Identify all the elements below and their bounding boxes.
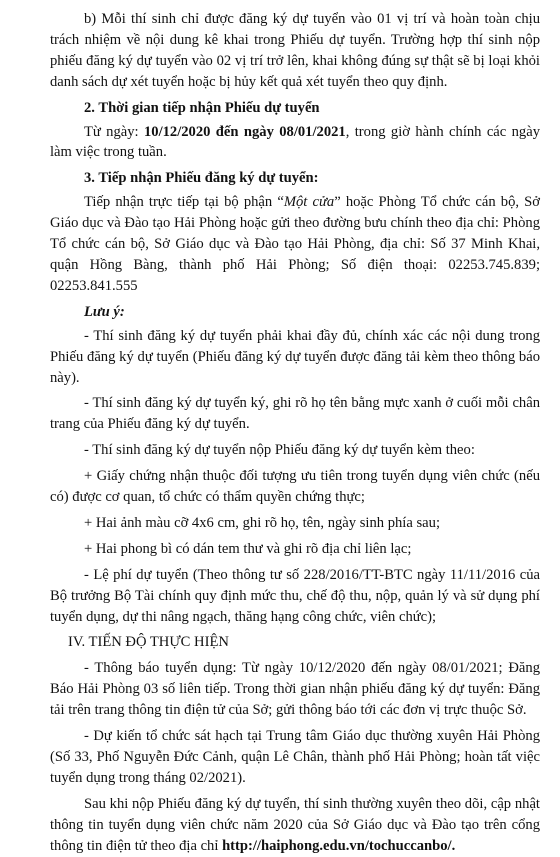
closing-paragraph <box>50 794 540 857</box>
note-item: - Thí sinh đăng ký dự tuyển ký, ghi rõ họ tên bằng mực xanh ở cuối mỗi chân trang của Phiếu đăng ký dự tuyển. <box>50 395 540 433</box>
paragraph-b: b) Mỗi thí sinh chỉ được đăng ký dự tuyển vào 01 vị trí và hoàn toàn chịu trách nhiệm về nội dung kê khai trong Phiếu dự tuyển. Trường hợp thí sinh nộp phiếu đăng ký dự tuyển vào 02 vị trí trở lên, khai không đúng sự thật sẽ bị loại khỏi danh sách dự xét tuyển hoặc bị hủy kết quả xét tuyển theo quy định. <box>50 11 540 90</box>
section-3-body <box>50 192 540 297</box>
portal-url: http://haiphong.edu.vn/tochuccanbo/. <box>222 837 456 854</box>
note-item: - Thí sinh đăng ký dự tuyển nộp Phiếu đăng ký dự tuyển kèm theo: <box>84 442 475 459</box>
section-3-text-a: Tiếp nhận trực tiếp tại bộ phận “ <box>84 194 284 211</box>
section-2-dates: 10/12/2020 đến ngày 08/01/2021 <box>143 123 346 140</box>
section-4-item: - Thông báo tuyển dụng: Từ ngày 10/12/2020 đến ngày 08/01/2021; Đăng Báo Hải Phòng 03 số liên tiếp. Trong thời gian nhận phiếu đăng ký dự tuyển: Đăng tải trên trang thông tin điện tử của Sở; gửi thông báo tới các đơn vị trực thuộc Sở. <box>50 660 540 719</box>
section-4-heading: IV. TIẾN ĐỘ THỰC HIỆN <box>68 634 229 651</box>
section-2-prefix: Từ ngày: <box>84 123 144 140</box>
section-4-item: - Dự kiến tổ chức sát hạch tại Trung tâm Giáo dục thường xuyên Hải Phòng (Số 33, Phố Nguyễn Đức Cảnh, quận Lê Chân, thành phố Hải Phòng; hoàn tất việc tuyển dụng trong tháng 02/2021). <box>50 728 540 786</box>
note-item: + Hai ảnh màu cỡ 4x6 cm, ghi rõ họ, tên, ngày sinh phía sau; <box>84 514 440 531</box>
section-3-text-b: ” hoặc Phòng Tổ chức cán bộ, Sở Giáo dục và Đào tạo Hải Phòng hoặc gửi theo đường bưu chính theo địa chỉ: Phòng Tổ chức cán bộ, Sở Giáo dục và Đào tạo Hải Phòng, địa chỉ: Số 37 Minh Khai, quận Hồng Bàng, thành phố Hải Phòng; Số điện thoại: 02253.745.839; 02253.841.555 <box>50 194 540 294</box>
section-2-suffix: , trong giờ hành chính các ngày làm việc trong tuần. <box>50 123 540 161</box>
notes-label: Lưu ý: <box>84 303 125 320</box>
section-3-italic: Một cửa <box>283 194 335 211</box>
note-item: + Giấy chứng nhận thuộc đối tượng ưu tiên trong tuyển dụng viên chức (nếu có) được cơ quan, tổ chức có thẩm quyền chứng thực; <box>50 468 540 506</box>
note-item: - Lệ phí dự tuyển (Theo thông tư số 228/2016/TT-BTC ngày 11/11/2016 của Bộ trưởng Bộ Tài chính quy định mức thu, chế độ thu, nộp, quản lý và sử dụng phí tuyển dụng, dự thi nâng ngạch, thăng hạng công chức, viên chức); <box>50 566 540 625</box>
section-2-heading: 2. Thời gian tiếp nhận Phiếu dự tuyển <box>84 99 320 116</box>
note-item: - Thí sinh đăng ký dự tuyển phải khai đầy đủ, chính xác các nội dung trong Phiếu đăng ký dự tuyển (Phiếu đăng ký dự tuyển được đăng tải kèm theo thông báo này). <box>50 327 540 386</box>
section-2-body <box>50 122 540 164</box>
note-item: + Hai phong bì có dán tem thư và ghi rõ địa chỉ liên lạc; <box>84 540 412 557</box>
section-3-heading: 3. Tiếp nhận Phiếu đăng ký dự tuyển: <box>84 170 319 187</box>
closing-text: Sau khi nộp Phiếu đăng ký dự tuyển, thí sinh thường xuyên theo dõi, cập nhật thông tin tuyển dụng viên chức năm 2020 của Sở Giáo dục và Đào tạo trên cổng thông tin điện tử theo địa chỉ <box>50 795 540 854</box>
